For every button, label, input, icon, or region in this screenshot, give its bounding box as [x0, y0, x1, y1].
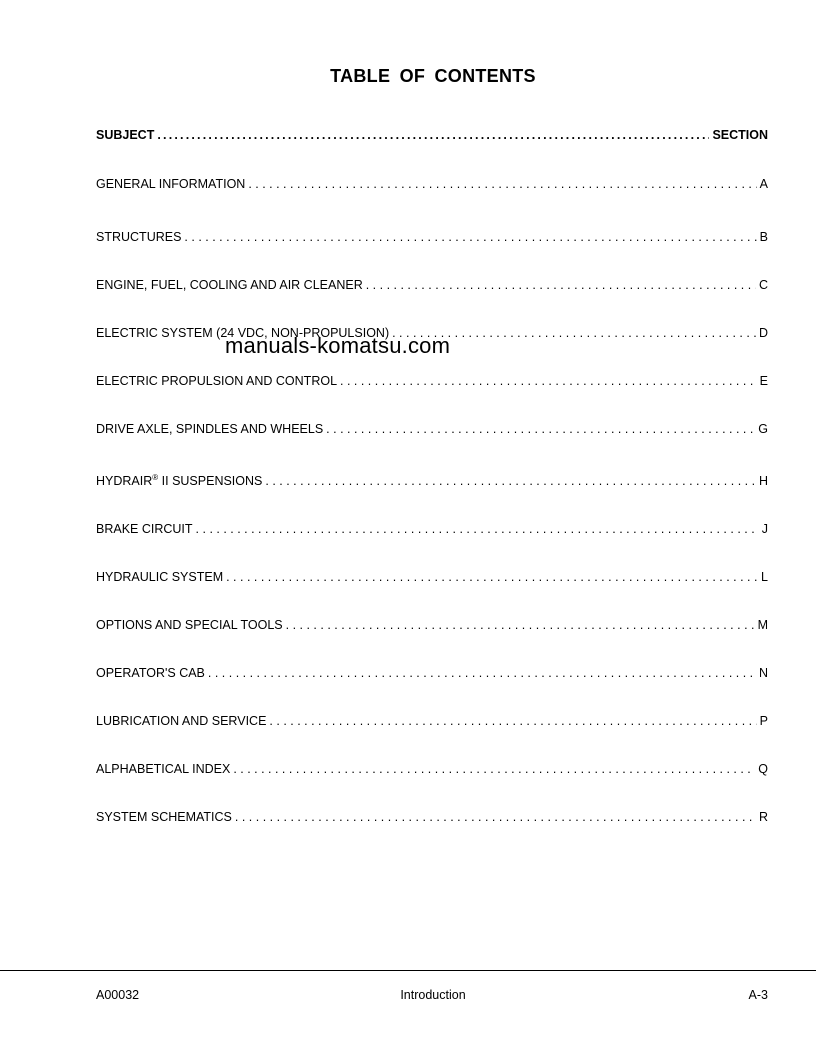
- toc-entry-label: GENERAL INFORMATION: [96, 177, 246, 191]
- toc-entry-engine[interactable]: [96, 278, 768, 292]
- toc-entry-section: M: [757, 618, 768, 632]
- leader-dots: [269, 714, 756, 728]
- footer-section-name: Introduction: [400, 988, 466, 1002]
- toc-entry-section: J: [761, 522, 768, 536]
- toc-entry-drive-axle[interactable]: [96, 422, 768, 436]
- leader-dots: [233, 762, 755, 776]
- toc-entry-label: ELECTRIC SYSTEM (24 VDC, NON-PROPULSION): [96, 326, 390, 340]
- toc-entry-hydrair-suspensions[interactable]: [96, 474, 768, 488]
- leader-dots: [235, 810, 756, 824]
- toc-entry-section: A: [759, 177, 768, 191]
- toc-entry-section: E: [759, 374, 768, 388]
- registered-mark: ®: [152, 474, 159, 482]
- toc-entry-label: STRUCTURES: [96, 230, 182, 244]
- leader-dots: [248, 177, 756, 191]
- toc-entry-section: B: [759, 230, 768, 244]
- toc-entry-label: OPTIONS AND SPECIAL TOOLS: [96, 618, 283, 632]
- footer-page-number: A-3: [748, 988, 768, 1002]
- toc-entry-section: P: [759, 714, 768, 728]
- leader-dots: [265, 474, 756, 488]
- toc-header: [96, 128, 768, 142]
- footer-divider: [0, 970, 816, 971]
- leader-dots: [366, 278, 756, 292]
- leader-dots: [184, 230, 756, 244]
- toc-entry-operators-cab[interactable]: [96, 666, 768, 680]
- toc-entry-section: R: [758, 810, 768, 824]
- toc-entry-system-schematics[interactable]: [96, 810, 768, 824]
- toc-entry-section: C: [758, 278, 768, 292]
- leader-dots: [157, 128, 709, 142]
- toc-entry-label: DRIVE AXLE, SPINDLES AND WHEELS: [96, 422, 324, 436]
- toc-entry-label: HYDRAULIC SYSTEM: [96, 570, 224, 584]
- toc-entry-brake-circuit[interactable]: [96, 522, 768, 536]
- leader-dots: [208, 666, 756, 680]
- toc-entry-label: ALPHABETICAL INDEX: [96, 762, 231, 776]
- watermark: manuals-komatsu.com: [225, 333, 451, 358]
- footer-doc-number: A00032: [96, 988, 140, 1002]
- toc-entry-label: SYSTEM SCHEMATICS: [96, 810, 232, 824]
- toc-entry-section: H: [758, 474, 768, 488]
- leader-dots: [196, 522, 757, 536]
- toc-entry-label: ELECTRIC PROPULSION AND CONTROL: [96, 374, 338, 388]
- toc-entry-structures[interactable]: [96, 230, 768, 244]
- toc-entry-label: LUBRICATION AND SERVICE: [96, 714, 267, 728]
- subject-column-label: SUBJECT: [96, 128, 155, 142]
- leader-dots: [340, 374, 757, 388]
- toc-entry-section: N: [758, 666, 768, 680]
- leader-dots: [286, 618, 755, 632]
- toc-entry-section: G: [758, 422, 768, 436]
- toc-entry-options-special-tools[interactable]: [96, 618, 768, 632]
- toc-entry-lubrication-service[interactable]: [96, 714, 768, 728]
- toc-entry-alphabetical-index[interactable]: [96, 762, 768, 776]
- toc-entry-label: BRAKE CIRCUIT: [96, 522, 193, 536]
- leader-dots: [226, 570, 757, 584]
- leader-dots: [326, 422, 755, 436]
- toc-entry-label-text: HYDRAIR: [96, 474, 153, 488]
- toc-entry-electric-propulsion[interactable]: [96, 374, 768, 388]
- toc-entry-label: [96, 474, 262, 488]
- toc-entry-section: L: [761, 570, 768, 584]
- toc-entry-hydraulic-system[interactable]: [96, 570, 768, 584]
- toc-entry-section: Q: [758, 762, 768, 776]
- toc-entry-general-information[interactable]: [96, 177, 768, 191]
- toc-entry-label-suffix: II SUSPENSIONS: [158, 474, 263, 488]
- toc-entry-section: D: [758, 326, 768, 340]
- page-title: TABLE OF CONTENTS: [330, 66, 536, 86]
- section-column-label: SECTION: [712, 128, 768, 142]
- toc-entry-label: ENGINE, FUEL, COOLING AND AIR CLEANER: [96, 278, 363, 292]
- toc-entry-label: OPERATOR'S CAB: [96, 666, 205, 680]
